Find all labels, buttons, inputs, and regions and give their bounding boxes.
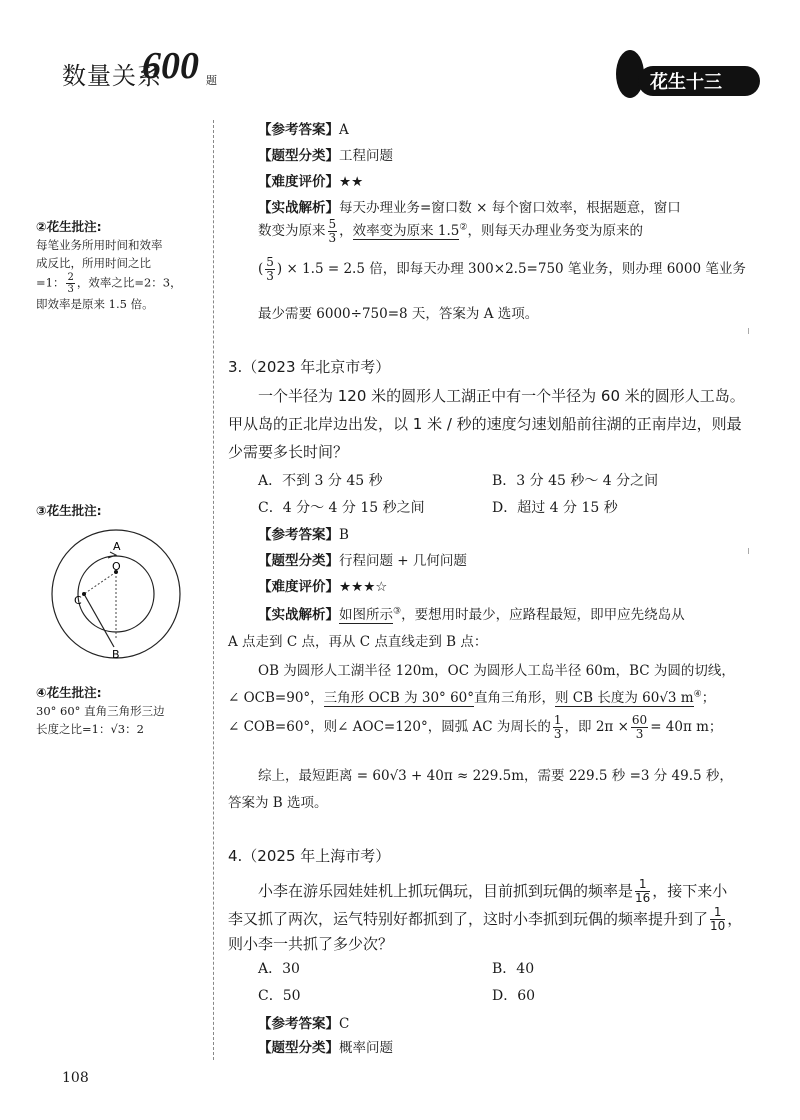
- logo-text: 花生十三: [650, 72, 722, 93]
- note-2-line: 即效率是原来 1.5 倍。: [36, 297, 154, 311]
- header-title-suffix: 题: [206, 74, 217, 87]
- label-b: B: [112, 648, 120, 661]
- label-o: O: [112, 560, 121, 573]
- label-a: A: [113, 540, 121, 553]
- brand-logo: [614, 44, 764, 100]
- note-4: [36, 684, 212, 738]
- q3-stem-line: 甲从岛的正北岸边出发，以 1 米 / 秒的速度匀速划船前往湖的正南岸边，则最: [228, 415, 742, 433]
- note-2-heading: ②花生批注:: [36, 219, 102, 234]
- header-title: 数量关系: [62, 62, 162, 90]
- q4-option-c: C．50: [258, 988, 301, 1004]
- q3-option-c: C．4 分～ 4 分 15 秒之间: [258, 500, 425, 516]
- q4-stem-line: 李又抓了两次，运气特别好都抓到了，这时小李抓到玩偶的频率提升到了 $\frac{1}{10}$ ，: [228, 905, 743, 933]
- q3-analysis-line: 答案为 B 选项。: [228, 795, 328, 811]
- q4-stem-line: 则小李一共抓了多少次？: [228, 935, 394, 953]
- q2-type: 【题型分类】工程问题: [258, 148, 393, 164]
- note-2-line: 成反比，所用时间之比: [36, 256, 151, 270]
- column-divider: [213, 120, 214, 1060]
- label-c: C: [74, 594, 82, 607]
- q4-title: 4.（2025 年上海市考）: [228, 847, 391, 865]
- note-4-line: 长度之比=1：√3：2: [36, 722, 144, 736]
- q3-analysis-line: OB 为圆形人工湖半径 120m，OC 为圆形人工岛半径 60m，BC 为圆的切线，: [258, 663, 735, 679]
- q3-stem-line: 一个半径为 120 米的圆形人工湖正中有一个半径为 60 米的圆形人工岛。: [258, 387, 745, 405]
- q4-answer: 【参考答案】C: [258, 1016, 350, 1032]
- q3-stem-line: 少需要多长时间？: [228, 443, 349, 461]
- q3-difficulty: 【难度评价】★★★☆: [258, 579, 388, 595]
- scan-mark: [748, 328, 752, 334]
- q4-option-b: B．40: [492, 961, 535, 977]
- q4-stem-line: 小李在游乐园娃娃机上抓玩偶玩，目前抓到玩偶的频率是 $\frac{1}{16}$ ，接下来小: [258, 877, 728, 905]
- q3-type: 【题型分类】行程问题 + 几何问题: [258, 553, 467, 569]
- q2-analysis-line: 最少需要 6000÷750=8 天，答案为 A 选项。: [258, 306, 539, 322]
- note-3-heading: ③花生批注:: [36, 503, 102, 518]
- note-3: [36, 502, 212, 520]
- q3-answer: 【参考答案】B: [258, 527, 349, 543]
- q4-type: 【题型分类】概率问题: [258, 1040, 393, 1056]
- q2-analysis-line: 数变为原来 $\frac{5}{3}$ ，效率变为原来 1.5②，则每天办理业务变为原来的: [258, 217, 643, 245]
- q3-analysis-line: ∠ OCB=90°，三角形 OCB 为 30° 60°直角三角形，则 CB 长度为 60√3 m④；: [228, 689, 716, 706]
- point-c: [82, 592, 86, 596]
- q3-analysis-line: A 点走到 C 点，再从 C 点直线走到 B 点：: [228, 634, 488, 650]
- q3-analysis-line: ∠ COB=60°，则∠ AOC=120°，圆弧 AC 为周长的 $\frac{1}{3}$ ，即 2π × $\frac{60}{3}$ = 40π m；: [228, 713, 723, 741]
- header-title-number: 600: [142, 45, 199, 87]
- q2-analysis-line: 【实战解析】每天办理业务=窗口数 × 每个窗口效率，根据题意，窗口: [258, 200, 681, 216]
- note-2: [36, 218, 212, 313]
- q2-answer: 【参考答案】A: [258, 122, 349, 138]
- q2-analysis-line: ( $\frac{5}{3}$ ) × 1.5 = 2.5 倍，即每天办理 300×2.5=750 笔业务，则办理 6000 笔业务: [258, 255, 746, 283]
- circle-figure: [36, 522, 196, 672]
- q3-option-d: D．超过 4 分 15 秒: [492, 500, 618, 516]
- page-number: 108: [62, 1070, 89, 1086]
- q4-option-d: D．60: [492, 988, 536, 1004]
- q3-analysis-line: 综上，最短距离 = 60√3 + 40π ≈ 229.5m，需要 229.5 秒 =3 分 49.5 秒，: [258, 768, 733, 784]
- q4-option-a: A．30: [258, 961, 300, 977]
- note-4-line: 30° 60° 直角三角形三边: [36, 704, 165, 718]
- note-4-heading: ④花生批注:: [36, 685, 102, 700]
- q3-option-a: A．不到 3 分 45 秒: [258, 473, 383, 489]
- q3-option-b: B．3 分 45 秒～ 4 分之间: [492, 473, 659, 489]
- q3-title: 3.（2023 年北京市考）: [228, 358, 391, 376]
- q2-difficulty: 【难度评价】★★: [258, 174, 364, 190]
- note-2-line: 每笔业务所用时间和效率: [36, 238, 163, 252]
- radius-oc: [84, 572, 116, 594]
- q3-analysis-line: 【实战解析】如图所示③，要想用时最少，应路程最短，即甲应先绕岛从: [258, 606, 685, 623]
- scan-mark: [748, 548, 752, 554]
- note-2-line: =1： $\frac{2}{3}$ ，效率之比=2：3，: [36, 272, 182, 295]
